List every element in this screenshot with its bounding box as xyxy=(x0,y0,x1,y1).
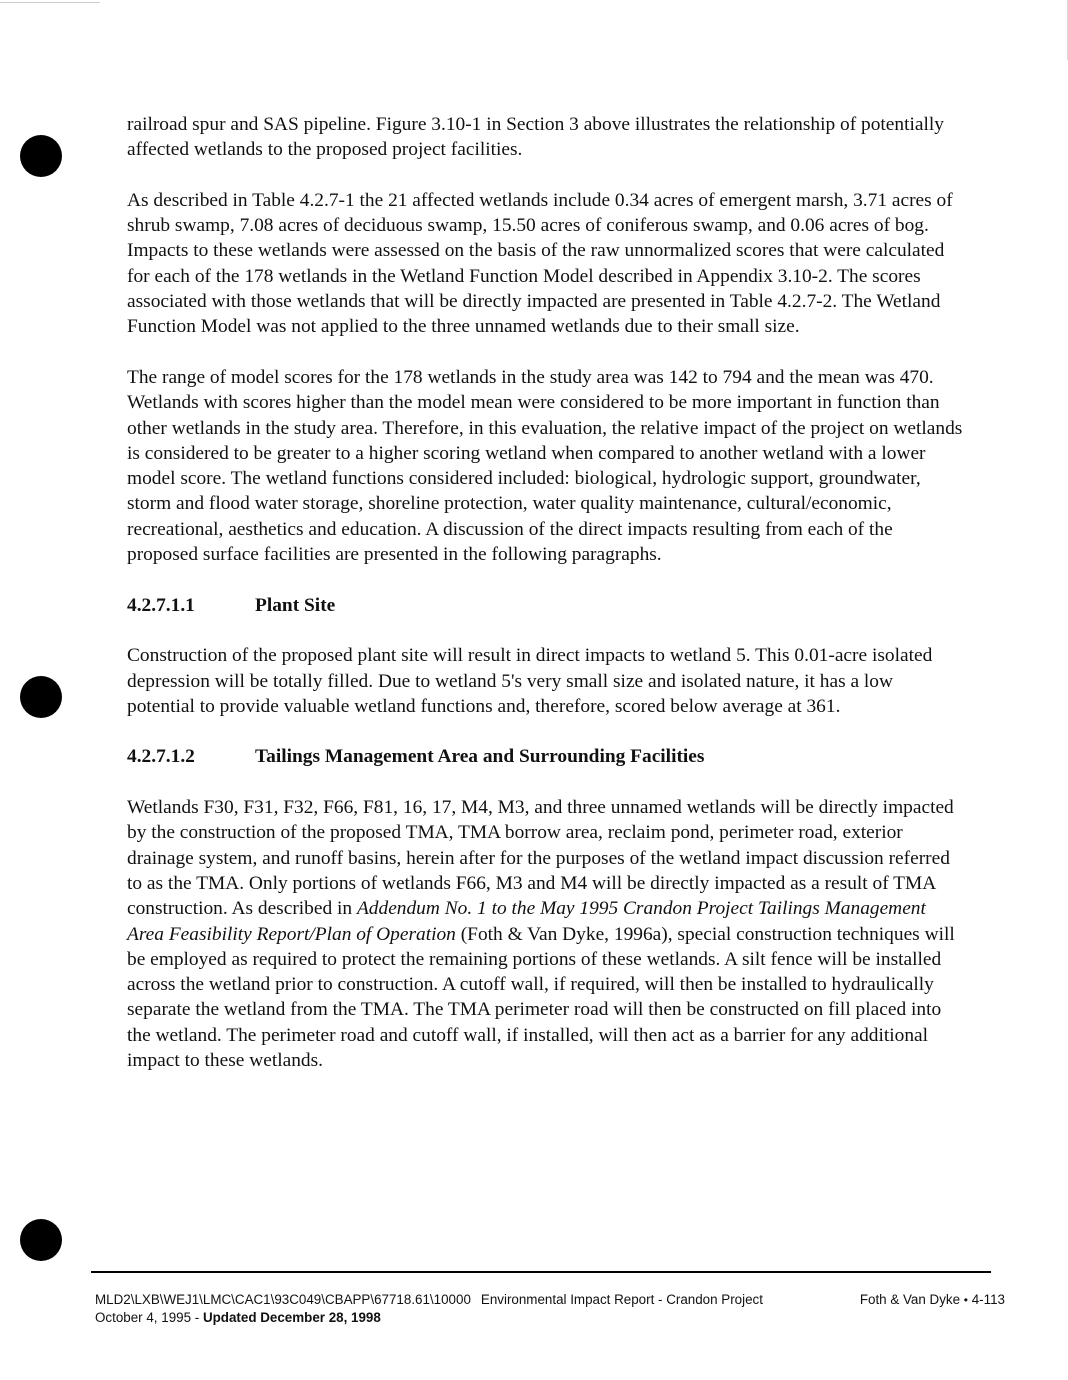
page-footer xyxy=(95,1291,1005,1327)
section-number: 4.2.7.1.2 xyxy=(127,746,195,768)
report-title: Environmental Impact Report - Crandon Project xyxy=(480,1292,763,1307)
paragraph-affected-wetlands: As described in Table 4.2.7-1 the 21 affected wetlands include 0.34 acres of emergent marsh, 3.71 acres of shrub swamp, 7.08 acres of deciduous swamp, 15.50 acres of coniferous swamp, and 0.06 acres of bog. Impacts to these wetlands were assessed on the basis of the raw unnormalized scores that were calculated for each of the 178 wetlands in the Wetland Function Model described in Appendix 3.10-2. The scores associated with those wetlands that will be directly impacted are presented in Table 4.2.7-2. The Wetland Function Model was not applied to the three unnamed wetlands due to their small size. xyxy=(127,189,953,338)
footer-row-top xyxy=(95,1291,1005,1309)
heading-plant-site xyxy=(127,593,965,618)
scan-edge-line xyxy=(0,2,100,3)
bullet-separator: • xyxy=(963,1293,968,1307)
section-number: 4.2.7.1.1 xyxy=(127,594,195,616)
paragraph-model-scores: The range of model scores for the 178 wetlands in the study area was 142 to 794 and the mean was 470. Wetlands with scores higher than the model mean were considered to be more important in function than other wetlands in the study area. Therefore, in this evaluation, the relative impact of the project on wetlands is considered to be greater to a higher scoring wetland when compared to another wetland with a lower model score. The wetland functions considered included: biological, hydrologic support, groundwater, storm and flood water storage, shoreline protection, water quality maintenance, cultural/economic, recreational, aesthetics and education. A discussion of the direct impacts resulting from each of the proposed surface facilities are presented in the following paragraphs. xyxy=(127,366,963,566)
heading-tailings-management-area xyxy=(127,744,965,769)
paragraph-text: (Foth & Van Dyke, 1996a), special construction techniques will be employed as required to protect the remaining portions of these wetlands. A silt fence will be installed across the wetland prior to construction. A cutoff wall, if required, will then be installed to hydraulically separate the wetland from the TMA. The TMA perimeter road will then be constructed on fill placed into the wetland. The perimeter road and cutoff wall, if installed, will then act as a barrier for any additional impact to these wetlands. xyxy=(127,923,955,1071)
section-title: Tailings Management Area and Surrounding Facilities xyxy=(255,746,705,768)
footer-left xyxy=(95,1291,763,1309)
paragraph-plant-site: Construction of the proposed plant site will result in direct impacts to wetland 5. This 0.01-acre isolated depression will be totally filled. Due to wetland 5's very small size and isolated nature, it has a low potential to provide valuable wetland functions and, therefore, scored below average at 361. xyxy=(127,645,933,717)
report-title-citation: Addendum No. 1 to the May 1995 Crandon Project Tailings Management Area Feasibility Report/Plan of Operation xyxy=(127,898,926,945)
footer-rule xyxy=(91,1271,991,1273)
page-number: 4-113 xyxy=(971,1292,1005,1307)
file-path: MLD2\LXB\WEJ1\LMC\CAC1\93C049\CBAPP\67718.61\10000 xyxy=(95,1292,471,1307)
original-date: October 4, 1995 - xyxy=(95,1310,203,1325)
paragraph-intro: railroad spur and SAS pipeline. Figure 3.10-1 in Section 3 above illustrates the relationship of potentially affected wetlands to the proposed project facilities. xyxy=(127,114,944,161)
document-body xyxy=(127,112,965,1073)
updated-date: Updated December 28, 1998 xyxy=(202,1310,381,1325)
paragraph-text: Wetlands F30, F31, F32, F66, F81, 16, 17, M4, M3, and three unnamed wetlands will be directly impacted by the construction of the proposed TMA, TMA borrow area, reclaim pond, perimeter road, exterior drainage system, and runoff basins, herein after for the purposes of the wetland impact discussion referred to as the TMA. Only portions of wetlands F66, M3 and M4 will be directly impacted as a result of TMA construction. As described in xyxy=(127,797,954,920)
footer-date xyxy=(95,1309,1005,1327)
company-name: Foth & Van Dyke xyxy=(859,1292,961,1307)
section-title: Plant Site xyxy=(255,594,336,616)
binder-hole-top xyxy=(20,135,62,177)
paragraph-tailings-management-area xyxy=(127,795,965,1073)
binder-hole-middle xyxy=(20,676,62,718)
footer-right xyxy=(860,1291,1005,1309)
binder-hole-bottom xyxy=(20,1219,62,1261)
